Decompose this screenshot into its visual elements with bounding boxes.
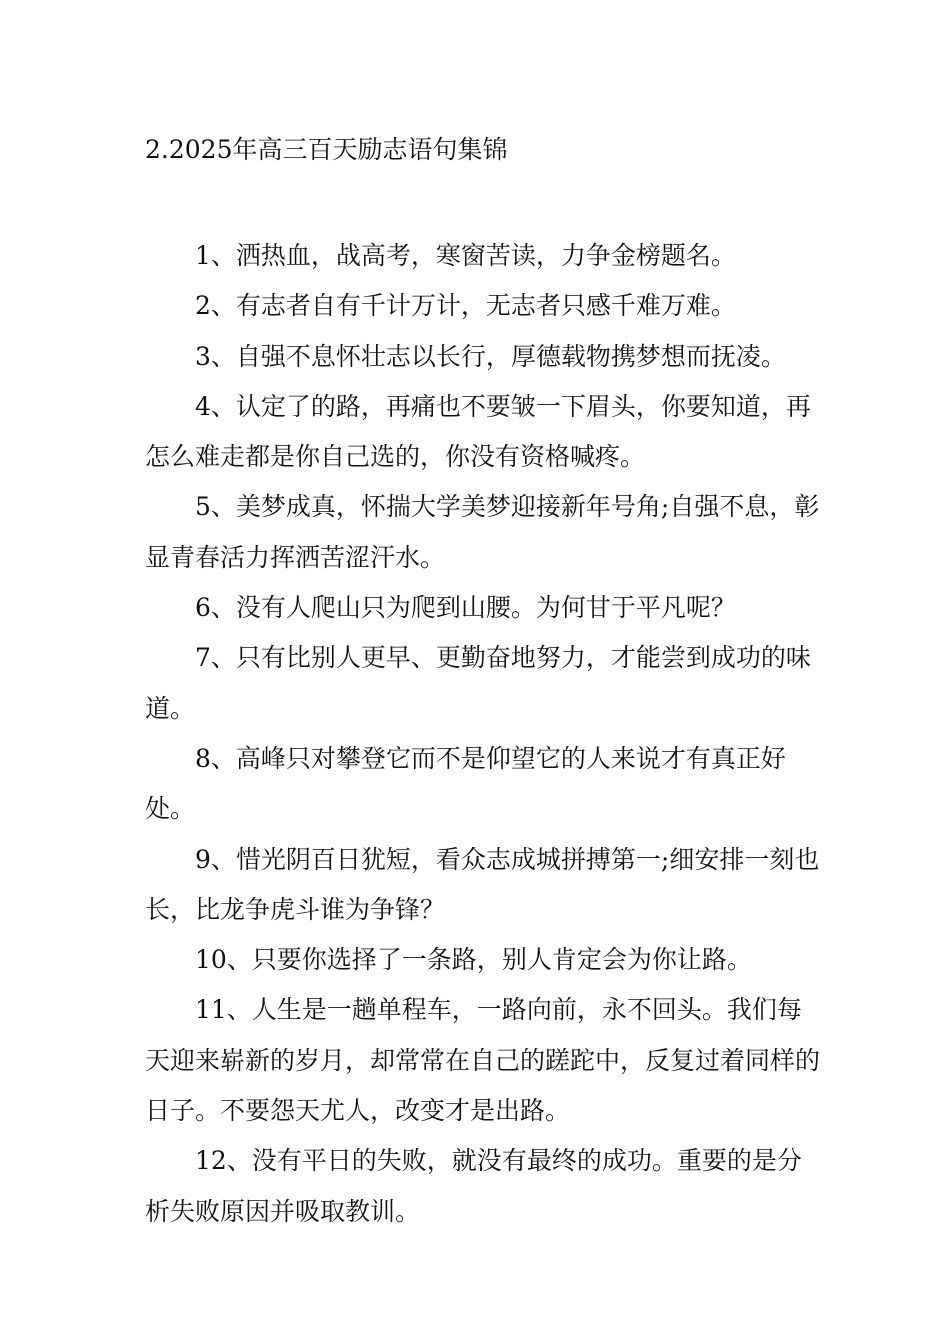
paragraph-12: 12、没有平日的失败，就没有最终的成功。重要的是分析失败原因并吸取教训。 [145,1146,802,1226]
paragraph-2: 2、有志者自有千计万计，无志者只感千难万难。 [195,291,736,321]
document-body [145,231,825,1237]
paragraph-10: 10、只要你选择了一条路，别人肯定会为你让路。 [195,945,752,975]
paragraph-9: 9、惜光阴百日犹短，看众志成城拼搏第一;细安排一刻也长，比龙争虎斗谁为争锋？ [145,844,820,924]
paragraph-4: 4、认定了的路，再痛也不要皱一下眉头，你要知道，再怎么难走都是你自己选的，你没有资格喊疼。 [145,391,811,472]
paragraph-1: 1、洒热血，战高考，寒窗苦读，力争金榜题名。 [195,241,736,270]
document-title: 2.2025年高三百天励志语句集锦 [145,135,508,164]
paragraph-7: 7、只有比别人更早、更勤奋地努力，才能尝到成功的味道。 [145,643,811,723]
paragraph-11: 11、人生是一趟单程车，一路向前，永不回头。我们每天迎来崭新的岁月，却常常在自己的蹉跎中，反复过着同样的日子。不要怨天尤人，改变才是出路。 [145,995,821,1126]
paragraph-5: 5、美梦成真，怀揣大学美梦迎接新年号角;自强不息，彰显青春活力挥洒苦涩汗水。 [145,492,820,572]
paragraph-6: 6、没有人爬山只为爬到山腰。为何甘于平凡呢？ [195,593,736,623]
paragraph-3: 3、自强不息怀壮志以长行，厚德载物携梦想而抚凌。 [195,341,786,371]
paragraph-8: 8、高峰只对攀登它而不是仰望它的人来说才有真正好处。 [145,743,786,824]
